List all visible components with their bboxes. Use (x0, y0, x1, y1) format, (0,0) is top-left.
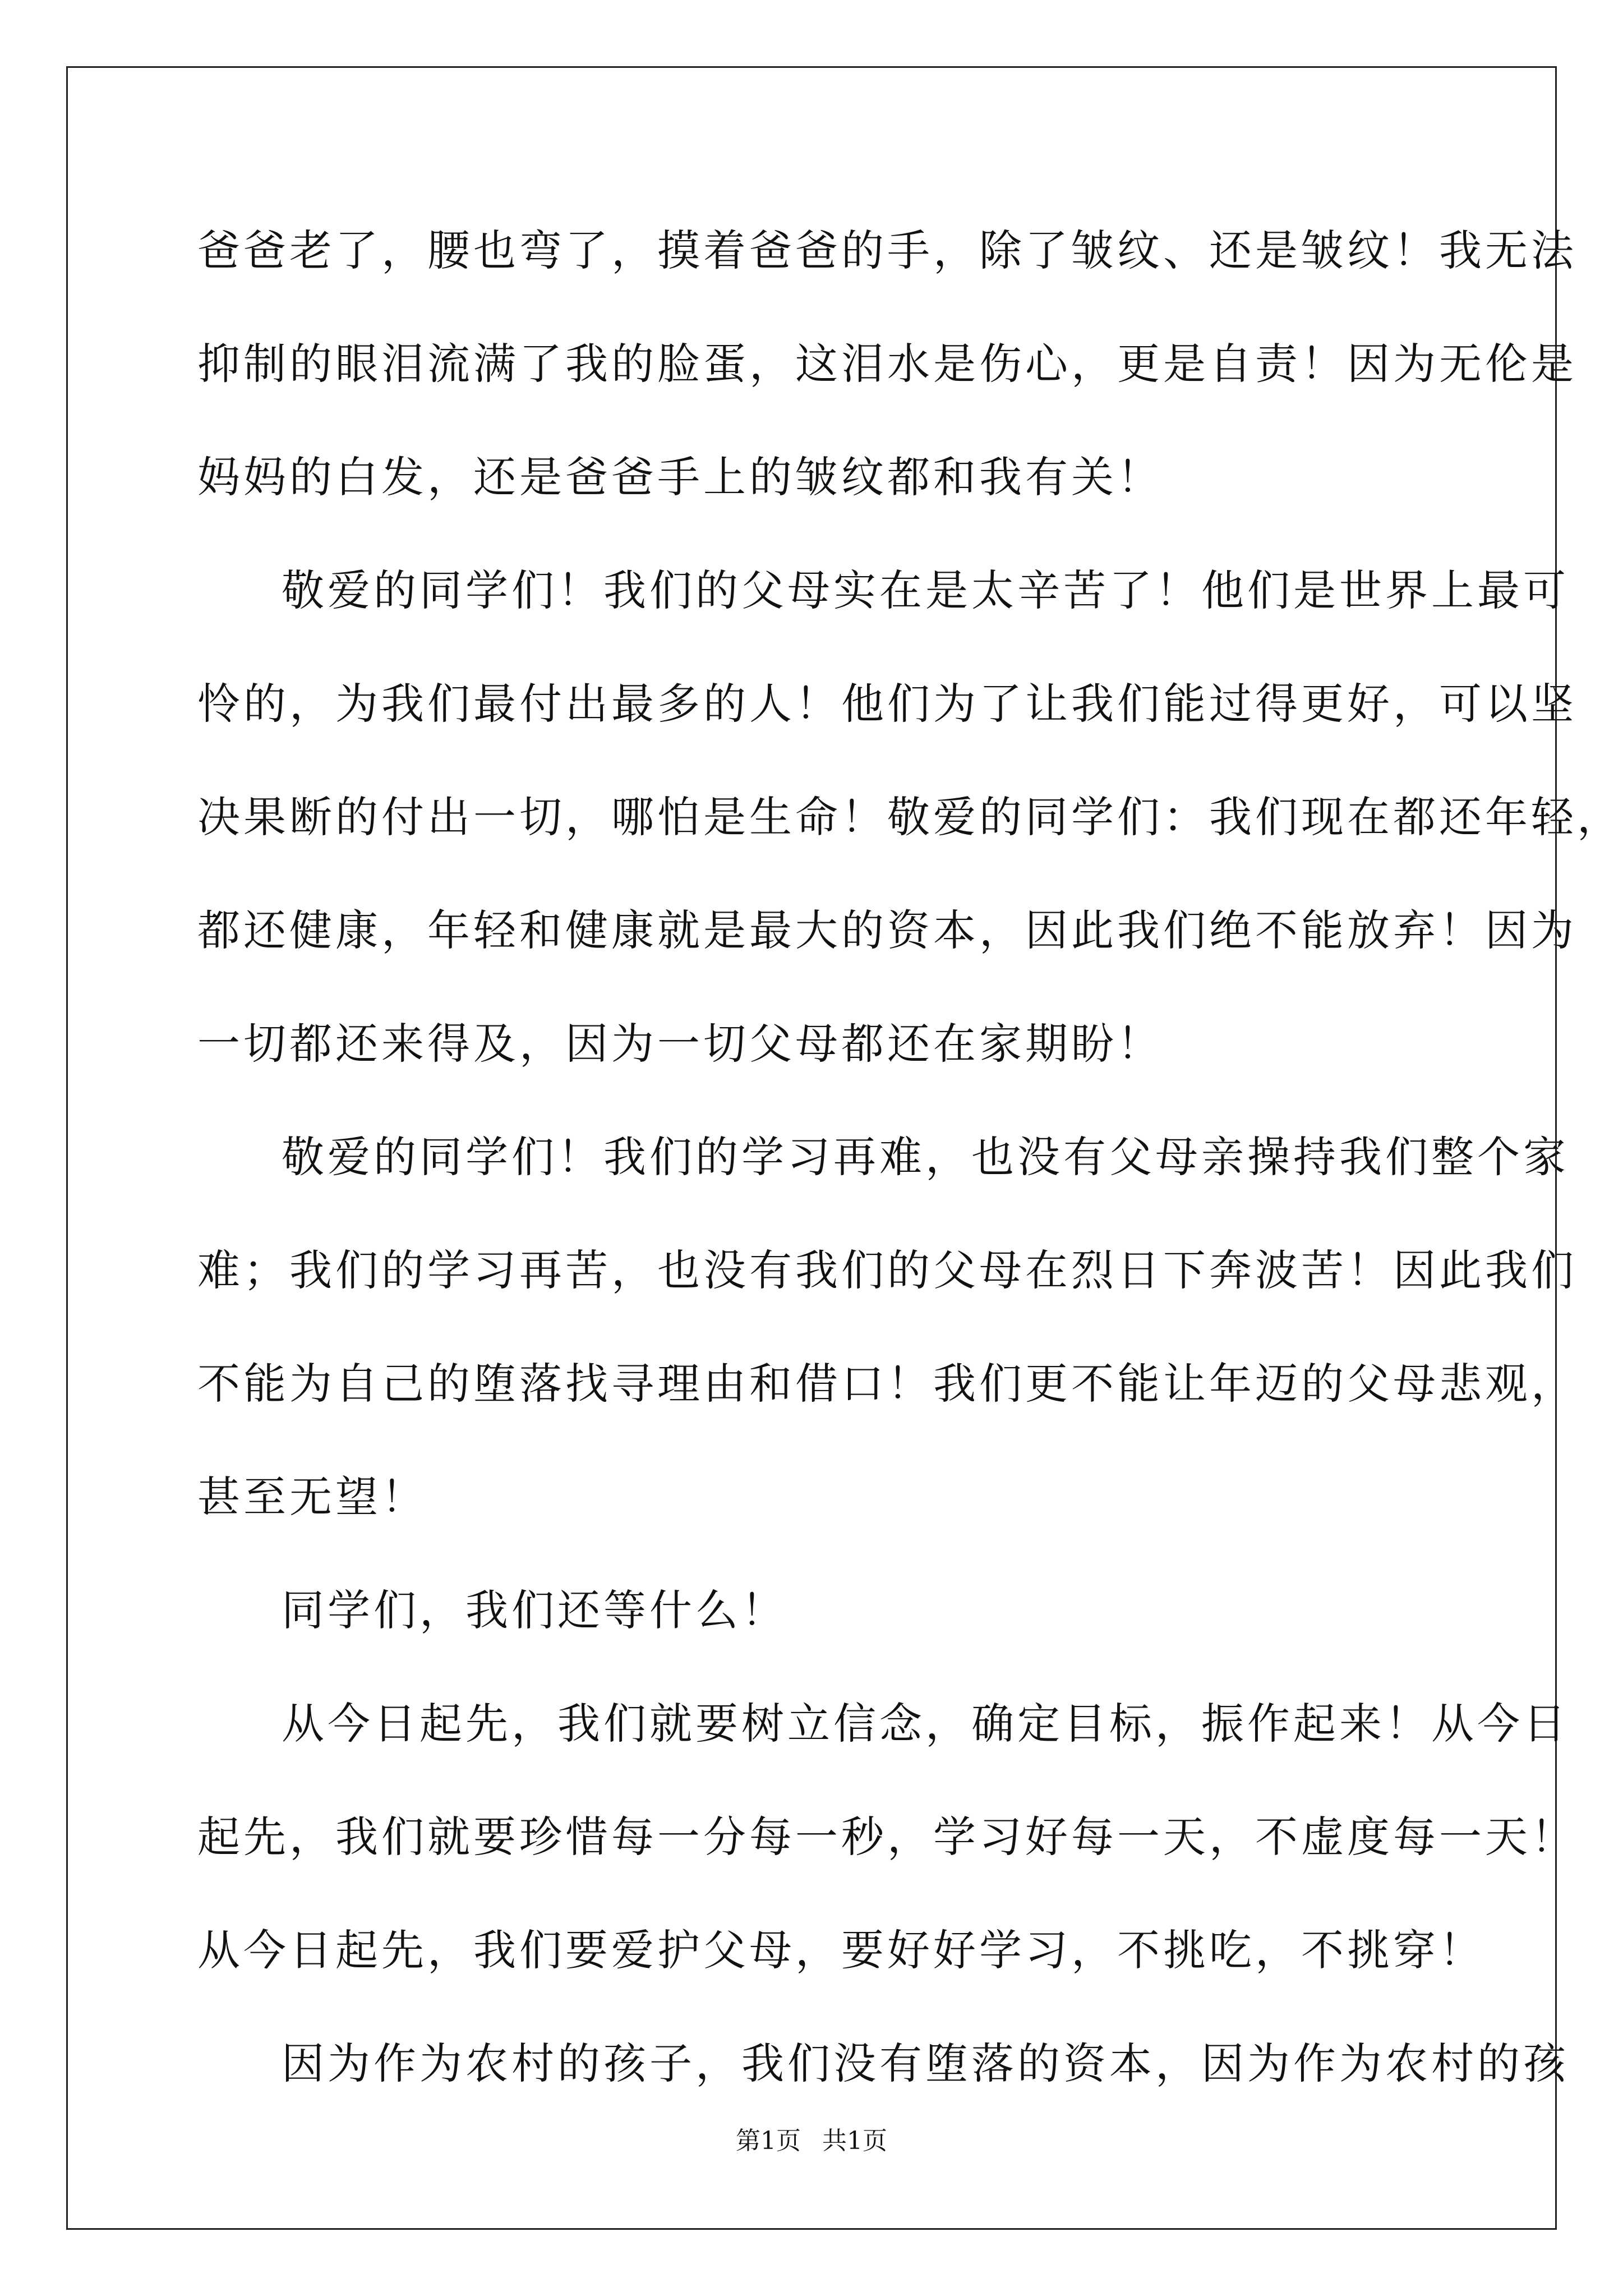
paragraph-first-line: 从今日起先，我们就要树立信念，确定目标，振作起来！从今日 (282, 1699, 1569, 1749)
text-line: 一切都还来得及，因为一切父母都还在家期盼！ (197, 1019, 1163, 1069)
text-line: 爸爸老了，腰也弯了，摸着爸爸的手，除了皱纹、还是皱纹！我无法 (197, 226, 1577, 275)
text-line: 决果断的付出一切，哪怕是生命！敬爱的同学们：我们现在都还年轻， (197, 792, 1623, 842)
text-line: 难；我们的学习再苦，也没有我们的父母在烈日下奔波苦！因此我们 (197, 1245, 1577, 1295)
text-line: 起先，我们就要珍惜每一分每一秒，学习好每一天，不虚度每一天！ (197, 1812, 1577, 1862)
text-line: 从今日起先，我们要爱护父母，要好好学习，不挑吃，不挑穿！ (197, 1925, 1485, 1975)
paragraph-first-line: 敬爱的同学们！我们的父母实在是太辛苦了！他们是世界上最可 (282, 565, 1569, 615)
text-line: 甚至无望！ (197, 1472, 427, 1522)
page-footer (0, 2120, 1623, 2156)
paragraph-first-line: 敬爱的同学们！我们的学习再难，也没有父母亲操持我们整个家 (282, 1132, 1569, 1182)
page-number: 第1页 (736, 2127, 801, 2155)
text-line: 抑制的眼泪流满了我的脸蛋，这泪水是伤心，更是自责！因为无伦是 (197, 339, 1577, 389)
text-line: 都还健康，年轻和健康就是最大的资本，因此我们绝不能放弃！因为 (197, 905, 1577, 955)
document-body (197, 209, 1623, 2135)
paragraph-first-line: 同学们，我们还等什么！ (282, 1585, 787, 1635)
text-line: 妈妈的白发，还是爸爸手上的皱纹都和我有关！ (197, 452, 1163, 502)
page-total: 共1页 (822, 2127, 887, 2155)
text-line: 不能为自己的堕落找寻理由和借口！我们更不能让年迈的父母悲观， (197, 1359, 1577, 1409)
text-line: 怜的，为我们最付出最多的人！他们为了让我们能过得更好，可以坚 (197, 679, 1577, 729)
paragraph-first-line: 因为作为农村的孩子，我们没有堕落的资本，因为作为农村的孩 (282, 2039, 1569, 2088)
